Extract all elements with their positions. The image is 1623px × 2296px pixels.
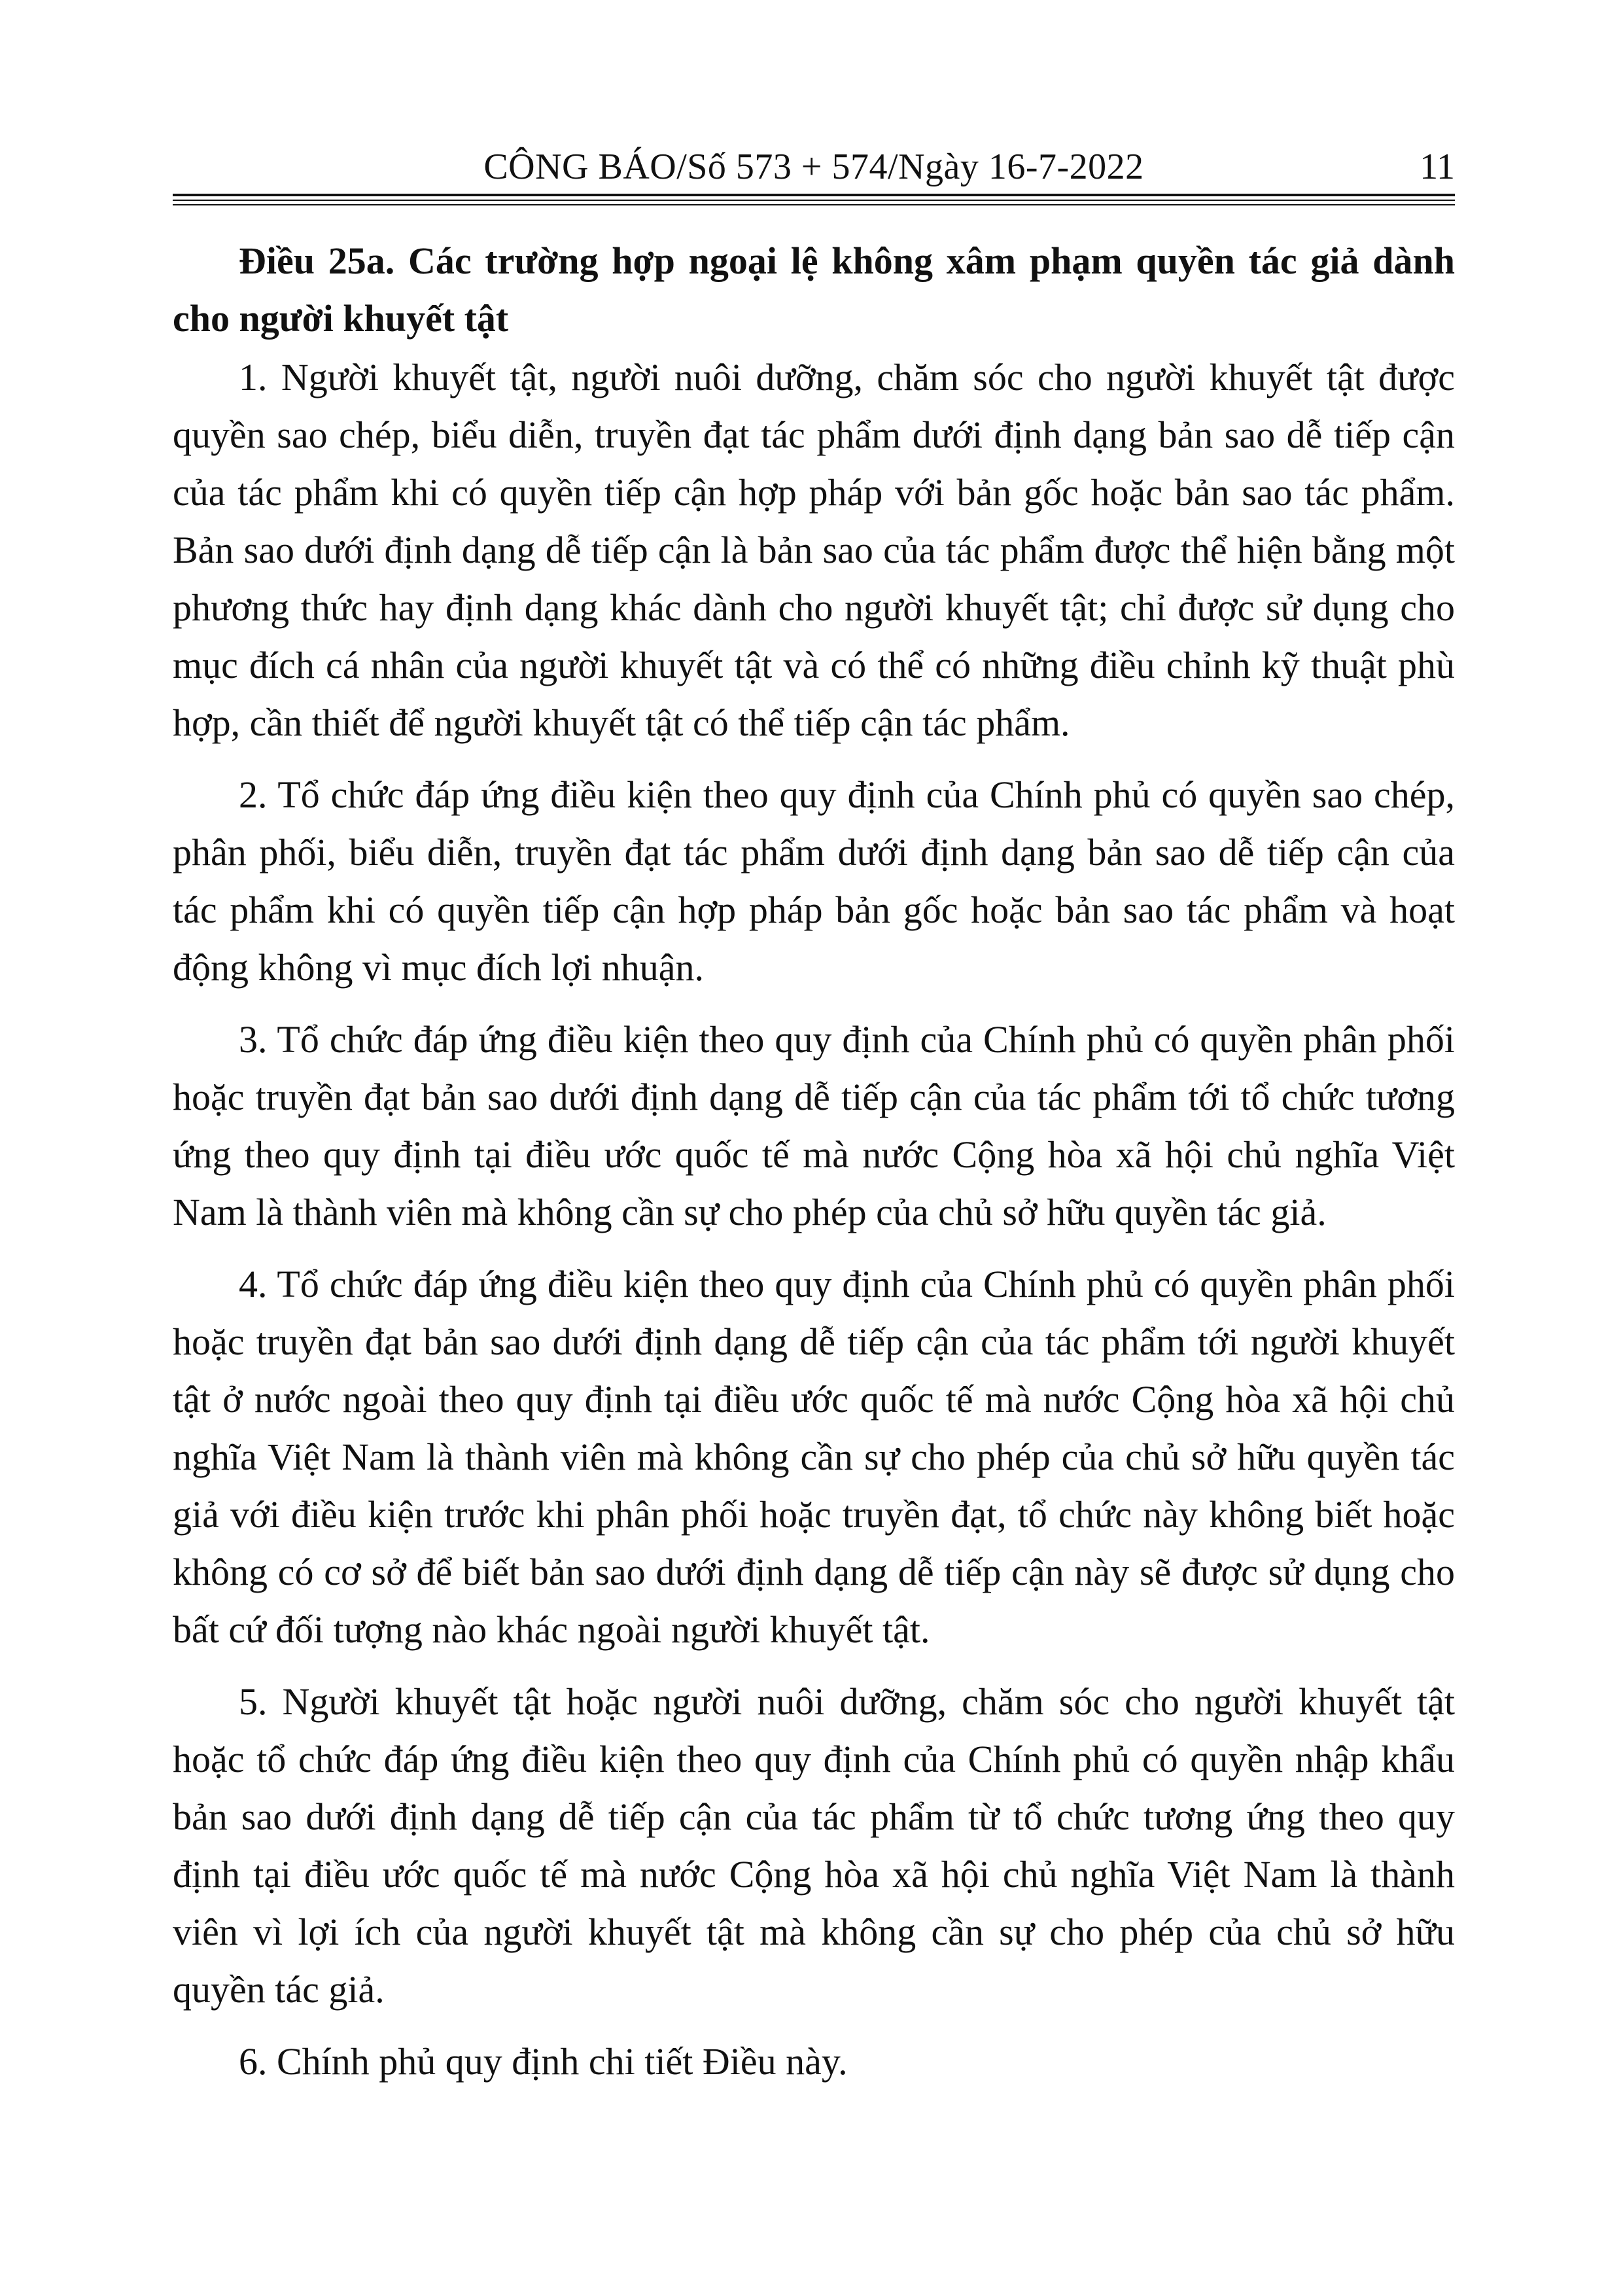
- clause-1: 1. Người khuyết tật, người nuôi dưỡng, chăm sóc cho người khuyết tật được quyền sao chép, biểu diễn, truyền đạt tác phẩm dưới định dạng bản sao dễ tiếp cận của tác phẩm khi có quyền tiếp cận hợp pháp với bản gốc hoặc bản sao tác phẩm. Bản sao dưới định dạng dễ tiếp cận là bản sao của tác phẩm được thể hiện bằng một phương thức hay định dạng khác dành cho người khuyết tật; chỉ được sử dụng cho mục đích cá nhân của người khuyết tật và có thể có những điều chỉnh kỹ thuật phù hợp, cần thiết để người khuyết tật có thể tiếp cận tác phẩm.: [173, 356, 1455, 744]
- clause-6: 6. Chính phủ quy định chi tiết Điều này.: [239, 2040, 848, 2083]
- article-title: Điều 25a. Các trường hợp ngoại lệ không xâm phạm quyền tác giả dành cho người khuyết tật: [173, 239, 1455, 340]
- gazette-title: CÔNG BÁO/Số 573 + 574/Ngày 16-7-2022: [483, 147, 1144, 187]
- header-rule-thin: [173, 200, 1455, 201]
- gazette-header: [173, 141, 1455, 193]
- clause-4: 4. Tổ chức đáp ứng điều kiện theo quy định của Chính phủ có quyền phân phối hoặc truyền đạt bản sao dưới định dạng dễ tiếp cận của tác phẩm tới người khuyết tật ở nước ngoài theo quy định tại điều ước quốc tế mà nước Cộng hòa xã hội chủ nghĩa Việt Nam là thành viên mà không cần sự cho phép của chủ sở hữu quyền tác giả với điều kiện trước khi phân phối hoặc truyền đạt, tổ chức này không biết hoặc không có cơ sở để biết bản sao dưới định dạng dễ tiếp cận này sẽ được sử dụng cho bất cứ đối tượng nào khác ngoài người khuyết tật.: [173, 1263, 1455, 1651]
- page-number: 11: [1420, 147, 1455, 187]
- header-rule-thick: [173, 194, 1455, 196]
- header-rule-thin-lower: [173, 204, 1455, 205]
- article-body: [173, 232, 1455, 2105]
- clause-2: 2. Tổ chức đáp ứng điều kiện theo quy định của Chính phủ có quyền sao chép, phân phối, biểu diễn, truyền đạt tác phẩm dưới định dạng bản sao dễ tiếp cận của tác phẩm khi có quyền tiếp cận hợp pháp bản gốc hoặc bản sao tác phẩm và hoạt động không vì mục đích lợi nhuận.: [173, 773, 1455, 989]
- clause-3: 3. Tổ chức đáp ứng điều kiện theo quy định của Chính phủ có quyền phân phối hoặc truyền đạt bản sao dưới định dạng dễ tiếp cận của tác phẩm tới tổ chức tương ứng theo quy định tại điều ước quốc tế mà nước Cộng hòa xã hội chủ nghĩa Việt Nam là thành viên mà không cần sự cho phép của chủ sở hữu quyền tác giả.: [173, 1018, 1455, 1233]
- clause-5: 5. Người khuyết tật hoặc người nuôi dưỡng, chăm sóc cho người khuyết tật hoặc tổ chức đáp ứng điều kiện theo quy định của Chính phủ có quyền nhập khẩu bản sao dưới định dạng dễ tiếp cận của tác phẩm từ tổ chức tương ứng theo quy định tại điều ước quốc tế mà nước Cộng hòa xã hội chủ nghĩa Việt Nam là thành viên vì lợi ích của người khuyết tật mà không cần sự cho phép của chủ sở hữu quyền tác giả.: [173, 1680, 1455, 2011]
